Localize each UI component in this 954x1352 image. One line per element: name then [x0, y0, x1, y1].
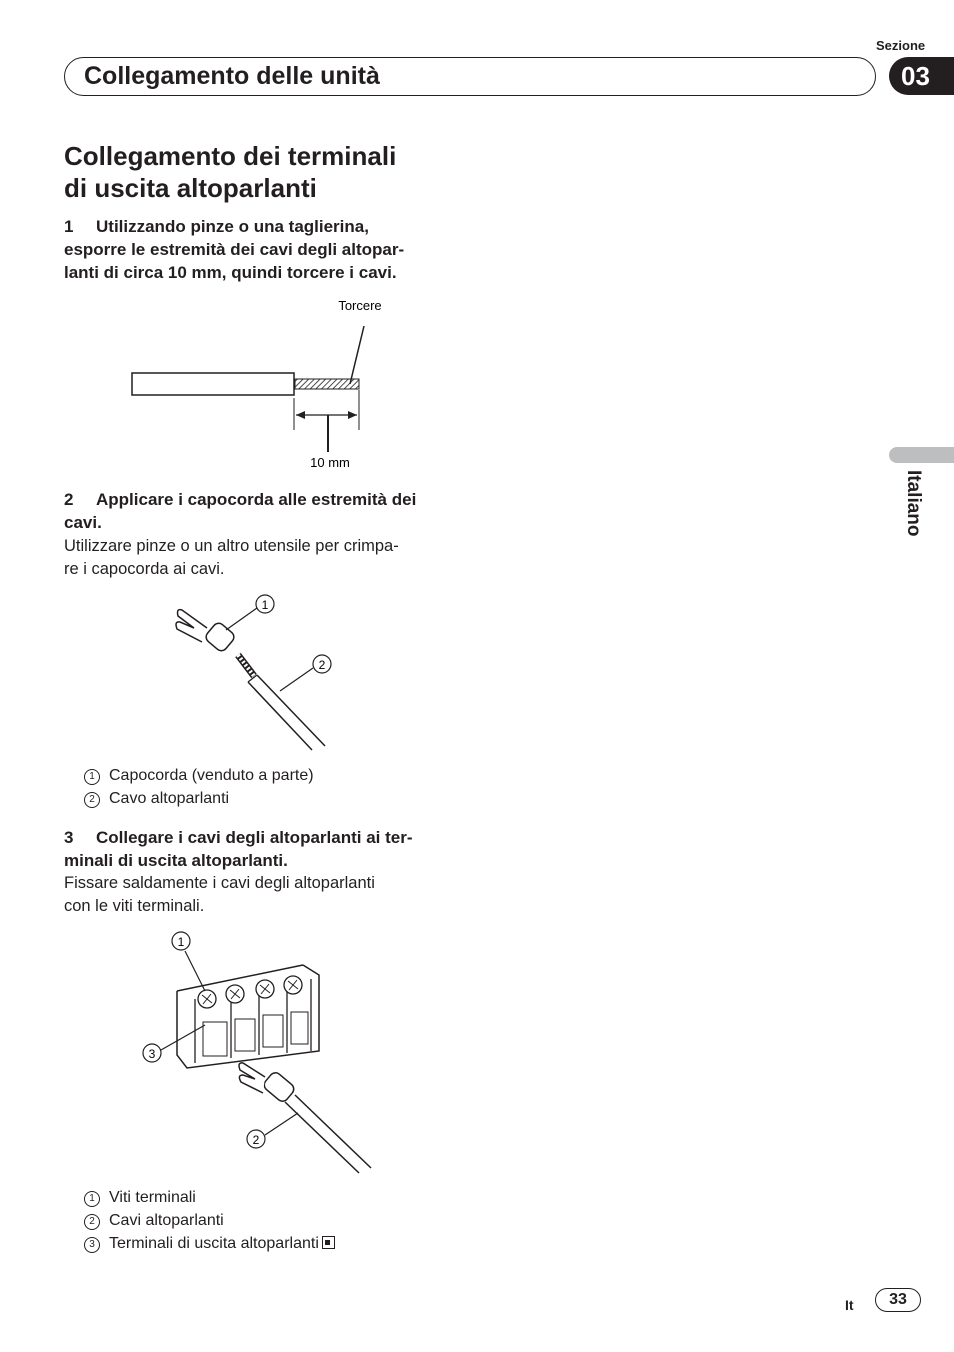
legend-item: 2 Cavo altoparlanti	[84, 787, 314, 810]
step-1-line1: Utilizzando pinze o una taglierina,	[96, 217, 369, 236]
chapter-title: Collegamento delle unità	[84, 62, 380, 90]
figure-terminal-block	[135, 925, 385, 1175]
svg-text:1: 1	[177, 935, 185, 949]
step-2-desc-line1: Utilizzare pinze o un altro utensile per crimpa-	[64, 537, 399, 555]
step-2-desc-line2: re i capocorda ai cavi.	[64, 560, 225, 578]
step-1-number: 1	[64, 217, 74, 236]
wire-insulation	[132, 373, 294, 395]
step-3-line2: minali di uscita altoparlanti.	[64, 851, 288, 870]
step-2-line2: cavi.	[64, 513, 102, 532]
svg-text:1: 1	[261, 598, 269, 612]
section-number-badge: 03	[889, 57, 954, 95]
cable-fork-terminal	[239, 1063, 265, 1093]
page-title-line1: Collegamento dei terminali	[64, 141, 397, 171]
step-3-desc-line2: con le viti terminali.	[64, 897, 205, 915]
figure-crimp-terminal	[160, 588, 360, 753]
svg-text:2: 2	[318, 658, 326, 672]
language-tab-label: Italiano	[903, 470, 924, 537]
end-of-section-icon	[322, 1236, 335, 1249]
page-title	[64, 140, 464, 204]
step-3-number: 3	[64, 828, 74, 847]
step-2-number: 2	[64, 490, 74, 509]
legend-item: 1 Capocorda (venduto a parte)	[84, 764, 314, 787]
step-1-line2: esporre le estremità dei cavi degli altopar-	[64, 240, 405, 259]
step-2-line1: Applicare i capocorda alle estremità dei	[96, 490, 417, 509]
length-label: 10 mm	[310, 455, 350, 470]
twist-label: Torcere	[338, 298, 382, 313]
page-title-line2: di uscita altoparlanti	[64, 173, 317, 203]
twist-leader-line	[350, 326, 364, 384]
section-label: Sezione	[876, 38, 926, 53]
step-2-description	[64, 535, 454, 581]
step-3-desc-line1: Fissare saldamente i cavi degli altoparlanti	[64, 874, 375, 892]
page-number: 33	[875, 1288, 921, 1312]
step-3-description	[64, 872, 454, 918]
figure-3-legend	[84, 1186, 335, 1255]
terminal-fork	[176, 610, 207, 642]
legend-item: 1 Viti terminali	[84, 1186, 335, 1209]
svg-text:2: 2	[252, 1133, 260, 1147]
step-1-line3: lanti di circa 10 mm, quindi torcere i cavi.	[64, 263, 397, 282]
step-2	[64, 488, 454, 534]
figure-wire-strip	[120, 290, 420, 475]
legend-item: 2 Cavi altoparlanti	[84, 1209, 335, 1232]
legend-item: 3 Terminali di uscita altoparlanti	[84, 1232, 335, 1255]
wire-core-twisted	[295, 379, 359, 389]
footer-language-code: It	[845, 1297, 854, 1313]
step-1	[64, 215, 454, 284]
language-tab-marker	[889, 447, 954, 463]
figure-2-legend	[84, 764, 314, 810]
step-3-line1: Collegare i cavi degli altoparlanti ai ter-	[96, 828, 413, 847]
svg-text:3: 3	[148, 1047, 156, 1061]
step-3	[64, 826, 454, 872]
